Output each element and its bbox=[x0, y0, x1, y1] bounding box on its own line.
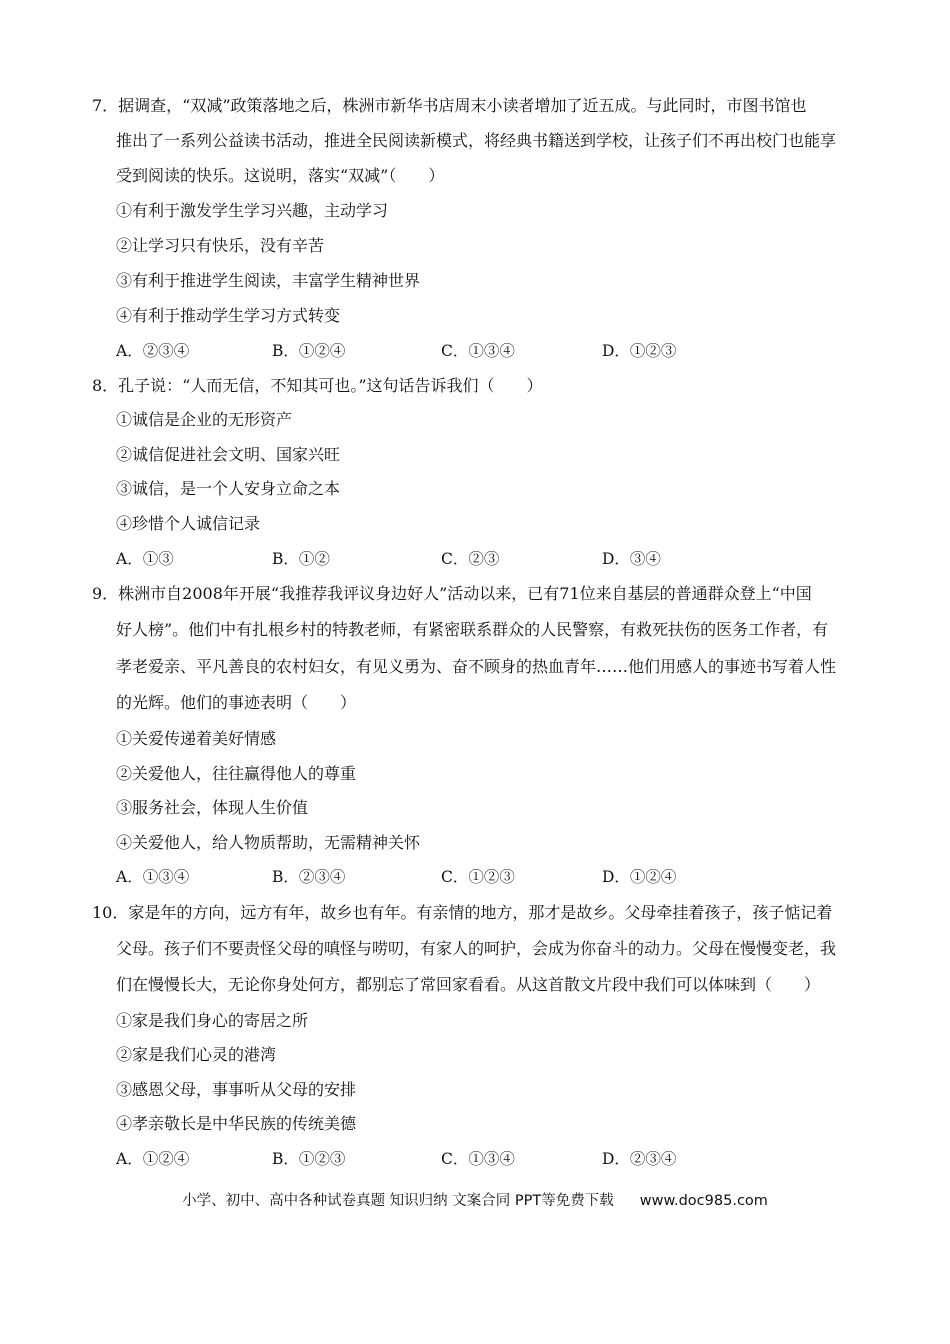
question-10-option-4: ④孝亲敬长是中华民族的传统美德 bbox=[116, 1114, 357, 1133]
question-8-option-4: ④珍惜个人诚信记录 bbox=[116, 514, 261, 533]
question-9-choice-a: A．①③④ bbox=[116, 868, 190, 886]
question-9-option-3: ③服务社会，体现人生价值 bbox=[116, 798, 309, 817]
question-8-choice-d: D．③④ bbox=[602, 550, 661, 568]
question-8-choice-b: B．①② bbox=[272, 550, 330, 568]
question-10-choice-a: A．①②④ bbox=[116, 1150, 190, 1168]
question-9-line-1: 9．株洲市自2008年开展“我推荐我评议身边好人”活动以来，已有71位来自基层的普通群众登上“中国 bbox=[92, 584, 812, 603]
question-9-line-4: 的光辉。他们的事迹表明（ ） bbox=[116, 693, 357, 712]
question-7-choice-b: B．①②④ bbox=[272, 342, 346, 360]
question-7-option-3: ③有利于推进学生阅读，丰富学生精神世界 bbox=[116, 271, 421, 290]
question-7-line-1: 7．据调查，“双减”政策落地之后，株洲市新华书店周末小读者增加了近五成。与此同时，市图书馆也 bbox=[92, 96, 807, 115]
footer-site-link[interactable]: www.doc985.com bbox=[639, 1193, 768, 1209]
question-10-choice-d: D．②③④ bbox=[602, 1150, 677, 1168]
question-7-option-1: ①有利于激发学生学习兴趣，主动学习 bbox=[116, 201, 389, 220]
question-10-line-2: 父母。孩子们不要责怪父母的嗔怪与唠叨，有家人的呵护，会成为你奋斗的动力。父母在慢慢变老，我 bbox=[116, 939, 837, 958]
question-7-choice-d: D．①②③ bbox=[602, 342, 677, 360]
question-9-line-2: 好人榜”。他们中有扎根乡村的特教老师，有紧密联系群众的人民警察，有救死扶伤的医务工作者，有 bbox=[116, 620, 829, 639]
question-8-line-1: 8．孔子说：“人而无信，不知其可也。”这句话告诉我们（ ） bbox=[92, 376, 543, 395]
page-footer bbox=[0, 1191, 950, 1211]
question-9-option-2: ②关爱他人，往往赢得他人的尊重 bbox=[116, 764, 357, 783]
question-9-choice-b: B．②③④ bbox=[272, 868, 346, 886]
question-8-option-2: ②诚信促进社会文明、国家兴旺 bbox=[116, 445, 341, 464]
question-7-line-3: 受到阅读的快乐。这说明，落实“双减”（ ） bbox=[116, 166, 445, 185]
question-10-choice-c: C．①③④ bbox=[441, 1150, 515, 1168]
question-9-option-1: ①关爱传递着美好情感 bbox=[116, 729, 277, 748]
question-8-choice-c: C．②③ bbox=[441, 550, 500, 568]
question-10-option-2: ②家是我们心灵的港湾 bbox=[116, 1045, 277, 1064]
question-7-option-4: ④有利于推动学生学习方式转变 bbox=[116, 306, 341, 325]
question-7-line-2: 推出了一系列公益读书活动，推进全民阅读新模式，将经典书籍送到学校，让孩子们不再出校门也能享 bbox=[116, 131, 837, 150]
question-9-choice-c: C．①②③ bbox=[441, 868, 515, 886]
question-10-line-1: 10．家是年的方向，远方有年，故乡也有年。有亲情的地方，那才是故乡。父母牵挂着孩子，孩子惦记着 bbox=[92, 903, 833, 922]
question-10-line-3: 们在慢慢长大，无论你身处何方，都别忘了常回家看看。从这首散文片段中我们可以体味到（ ） bbox=[116, 975, 821, 994]
question-7-option-2: ②让学习只有快乐，没有辛苦 bbox=[116, 236, 325, 255]
question-7-choice-c: C．①③④ bbox=[441, 342, 515, 360]
question-8-option-3: ③诚信，是一个人安身立命之本 bbox=[116, 479, 341, 498]
footer-text: 小学、初中、高中各种试卷真题 知识归纳 文案合同 PPT等免费下载 bbox=[182, 1193, 614, 1209]
question-8-choice-a: A．①③ bbox=[116, 550, 174, 568]
question-9-choice-d: D．①②④ bbox=[602, 868, 677, 886]
question-10-option-3: ③感恩父母，事事听从父母的安排 bbox=[116, 1080, 357, 1099]
question-7-choice-a: A．②③④ bbox=[116, 342, 190, 360]
question-10-option-1: ①家是我们身心的寄居之所 bbox=[116, 1011, 309, 1030]
question-8-option-1: ①诚信是企业的无形资产 bbox=[116, 410, 293, 429]
question-9-option-4: ④关爱他人，给人物质帮助，无需精神关怀 bbox=[116, 833, 421, 852]
question-9-line-3: 孝老爱亲、平凡善良的农村妇女，有见义勇为、奋不顾身的热血青年……他们用感人的事迹书写着人性 bbox=[116, 657, 837, 676]
question-10-choice-b: B．①②③ bbox=[272, 1150, 346, 1168]
